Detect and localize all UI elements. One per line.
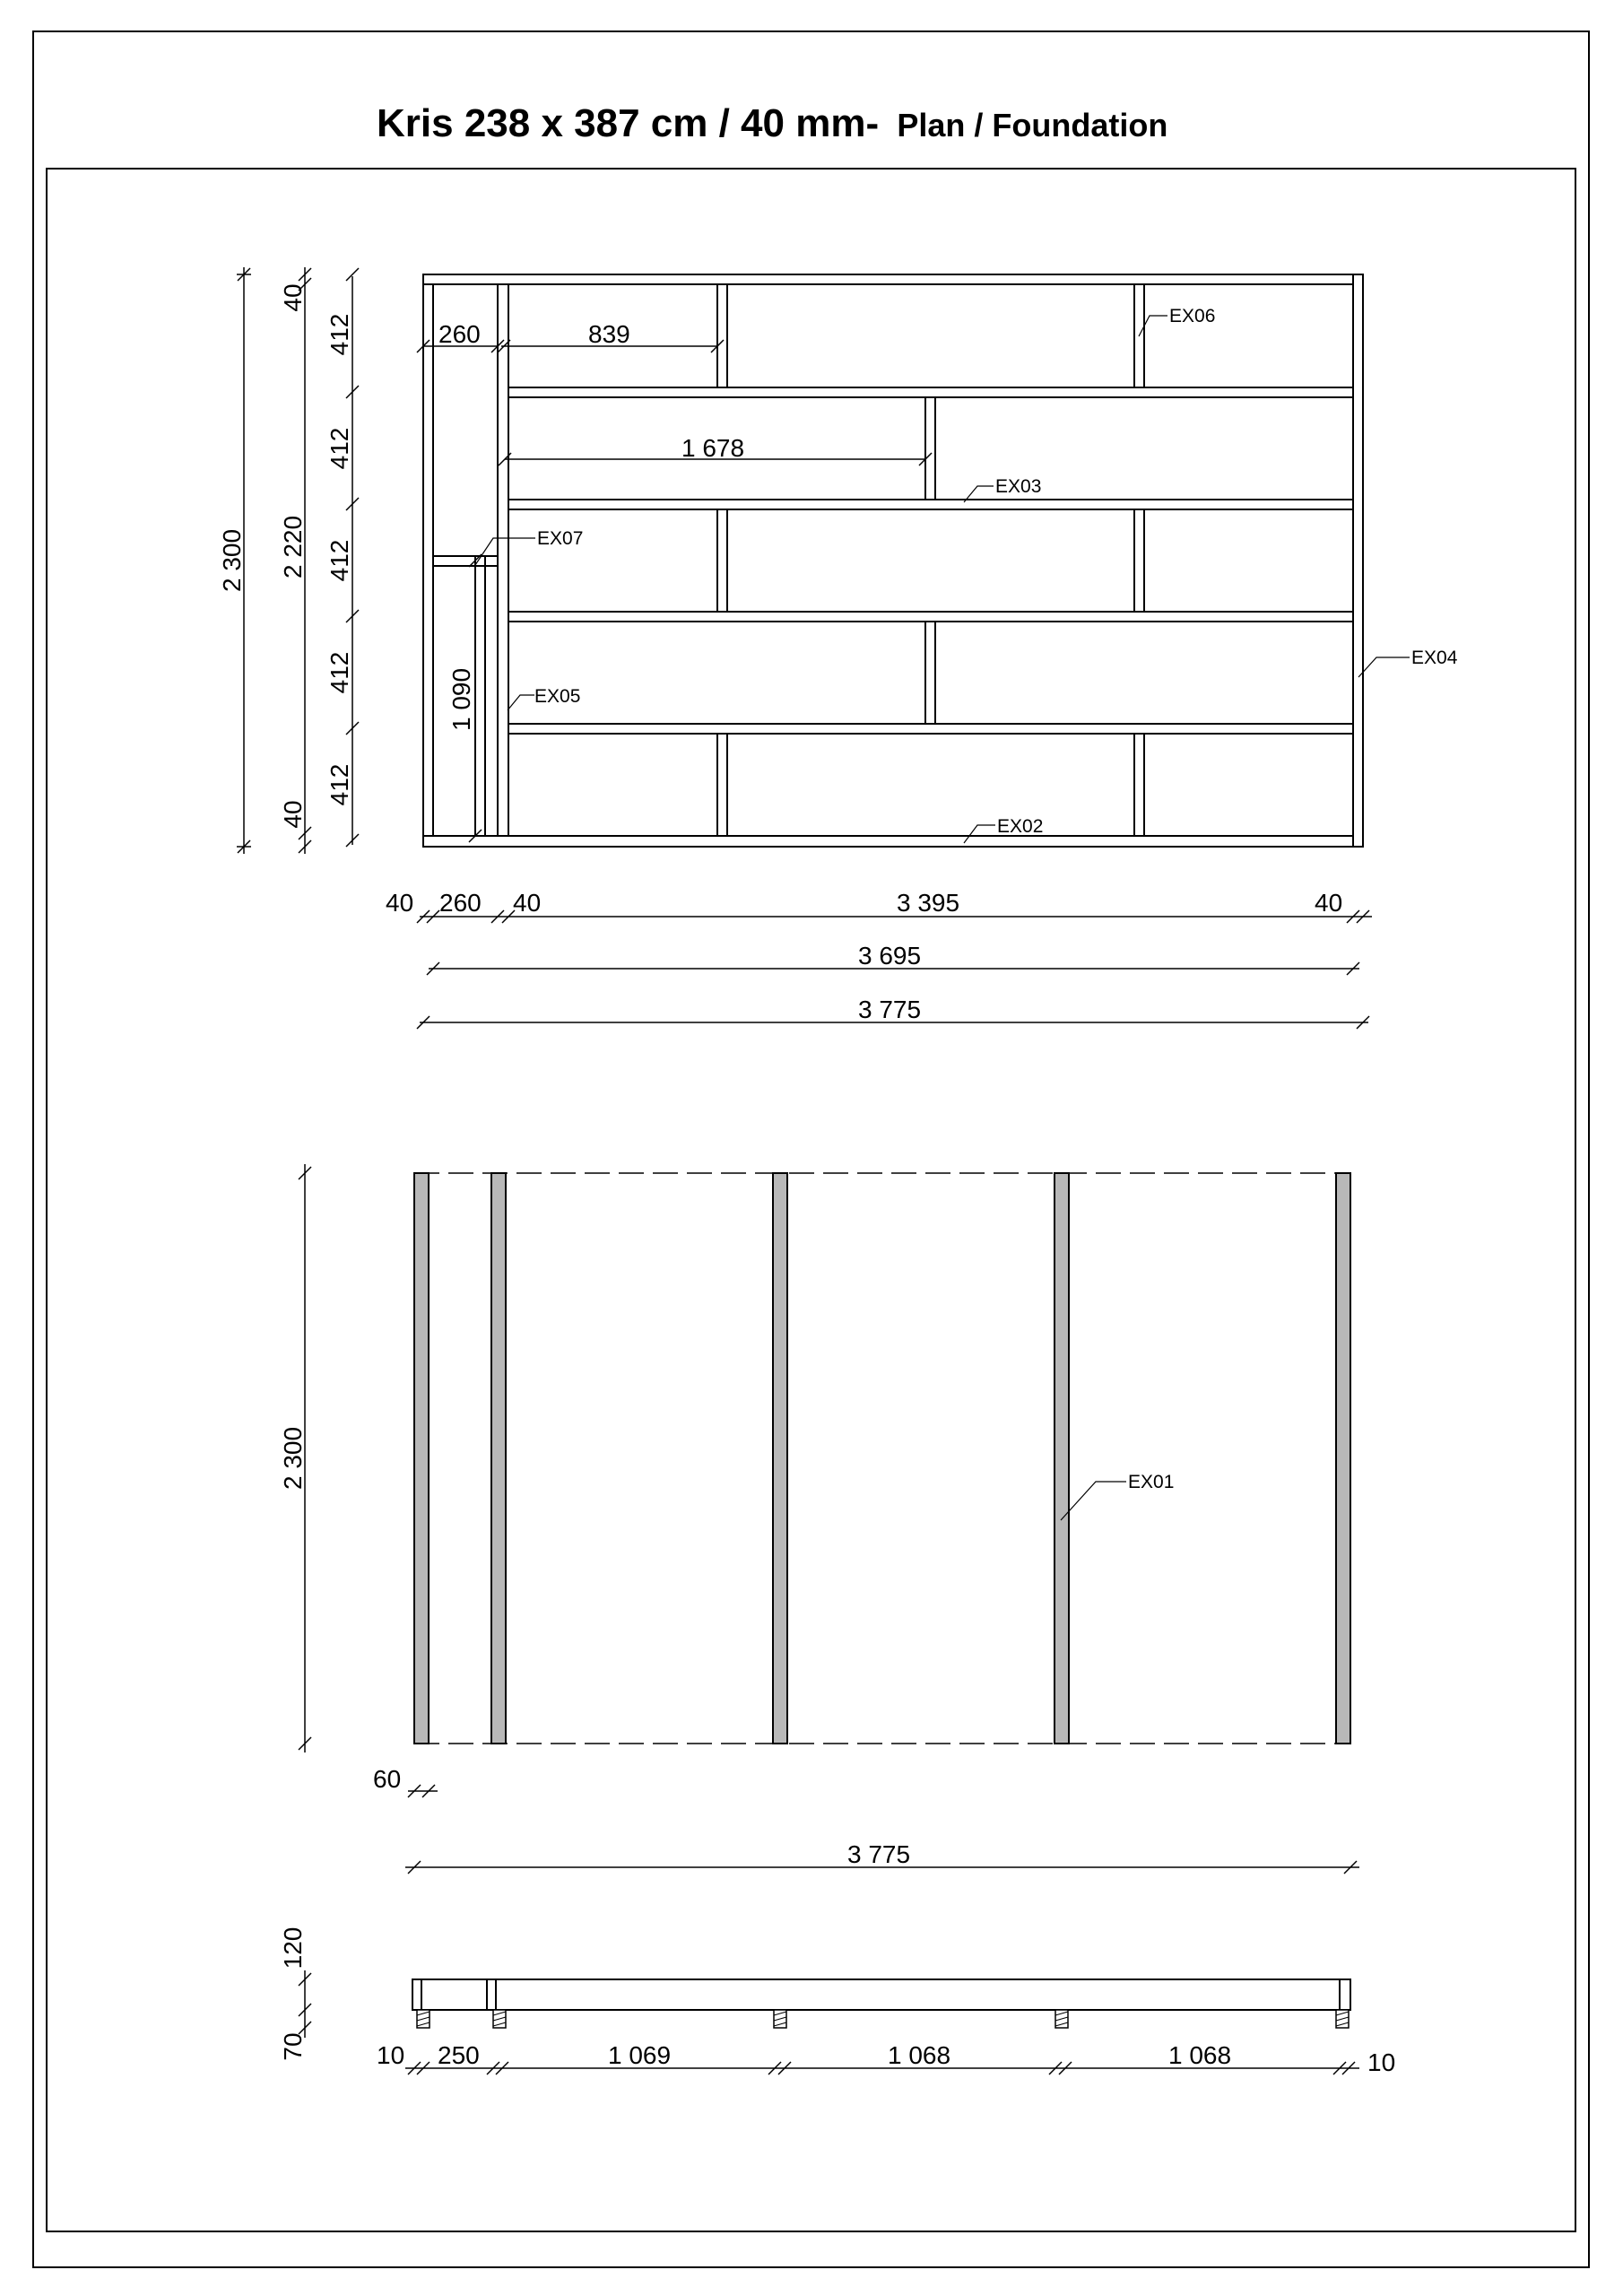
dim-elev-end-10: 10 — [1367, 2048, 1396, 2076]
elevation-supports — [417, 2010, 1349, 2028]
leader-ex05 — [508, 695, 534, 710]
dim-elev-chain-1068-a: 1 068 — [888, 2041, 951, 2069]
foundation-beam — [414, 1173, 429, 1744]
foundation-beam — [1055, 1173, 1069, 1744]
dim-foundation-height: 2 300 — [279, 1426, 307, 1491]
dim-chain-3395: 3 395 — [897, 889, 960, 917]
foundation-beam — [773, 1173, 787, 1744]
dim-elev-chain-10: 10 — [377, 2041, 405, 2069]
dim-elev-chain-1068-b: 1 068 — [1168, 2041, 1232, 2069]
plan-inner-dim-ticks — [417, 340, 932, 842]
dim-bay-5: 412 — [325, 763, 353, 806]
foundation-plan — [414, 1173, 1350, 1744]
foundation-elevation — [412, 1979, 1350, 2010]
foundation-dim-lines — [299, 1164, 1359, 1874]
leader-ex02 — [964, 825, 995, 843]
label-ex06: EX06 — [1169, 306, 1216, 326]
title-main: Kris 238 x 387 cm / 40 mm- — [377, 101, 880, 145]
support-hatching — [417, 2012, 1349, 2026]
label-ex07: EX07 — [537, 528, 584, 549]
dim-3775-plan: 3 775 — [858, 996, 922, 1023]
page-title — [377, 101, 1167, 145]
label-ex02: EX02 — [997, 816, 1044, 837]
dim-1678: 1 678 — [681, 434, 745, 462]
plan-leaders — [475, 316, 1410, 843]
dim-foundation-total: 3 775 — [847, 1840, 911, 1868]
dim-beam-width: 60 — [373, 1765, 402, 1793]
dim-left-40-top: 40 — [279, 283, 307, 312]
dim-chain-40-b: 40 — [513, 889, 542, 917]
dim-1090: 1 090 — [447, 667, 475, 732]
foundation-beam — [491, 1173, 506, 1744]
dim-260: 260 — [438, 320, 481, 348]
dim-bay-4: 412 — [325, 651, 353, 694]
dim-chain-260: 260 — [439, 889, 482, 917]
dim-bay-1: 412 — [325, 313, 353, 356]
dim-bay-3: 412 — [325, 539, 353, 582]
dim-elevation-120: 120 — [279, 1926, 307, 1970]
leader-ex06 — [1139, 316, 1167, 336]
dim-left-2300: 2 300 — [218, 528, 246, 593]
dim-elevation-70: 70 — [279, 2032, 307, 2061]
dim-3695: 3 695 — [858, 942, 922, 970]
dim-chain-40-a: 40 — [386, 889, 414, 917]
leader-ex01 — [1061, 1482, 1126, 1520]
dim-elev-chain-250: 250 — [438, 2041, 480, 2069]
dim-chain-40-c: 40 — [1315, 889, 1343, 917]
leader-ex04 — [1358, 657, 1410, 677]
title-sub: Plan / Foundation — [897, 107, 1168, 144]
elevation-board — [412, 1979, 1350, 2010]
label-ex01: EX01 — [1128, 1472, 1175, 1492]
dim-left-40-bottom: 40 — [279, 800, 307, 829]
plan-outer-rim — [423, 274, 1363, 847]
label-ex05: EX05 — [534, 686, 581, 707]
foundation-beam — [1336, 1173, 1350, 1744]
dim-elev-chain-1069: 1 069 — [608, 2041, 672, 2069]
label-ex03: EX03 — [995, 476, 1042, 497]
floor-plan — [423, 274, 1363, 847]
outer-sheet-frame — [33, 31, 1589, 2267]
label-ex04: EX04 — [1411, 648, 1458, 668]
dim-bay-2: 412 — [325, 427, 353, 470]
dim-839: 839 — [588, 320, 630, 348]
dim-left-2220: 2 220 — [279, 515, 307, 579]
